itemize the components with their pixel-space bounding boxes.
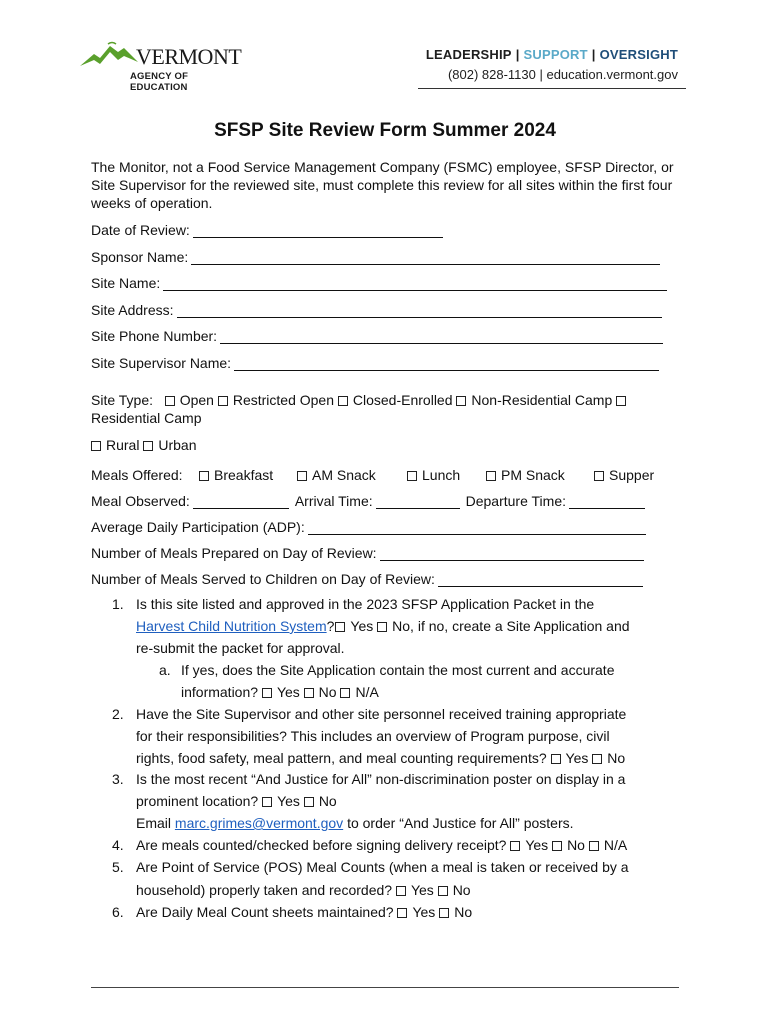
- arrival-time-input[interactable]: [376, 493, 460, 509]
- question-text: to order “And Justice for All” posters.: [347, 815, 574, 831]
- q1a-yes-checkbox[interactable]: [262, 688, 272, 698]
- meals-served-input[interactable]: [438, 571, 643, 587]
- no-label: No: [318, 793, 337, 809]
- meals-served-field[interactable]: [91, 571, 643, 587]
- meal-observed-row: [91, 493, 645, 509]
- mountain-logo-icon: [80, 40, 140, 70]
- tagline-separator: |: [591, 47, 596, 62]
- question-5: [112, 856, 696, 901]
- departure-time-label: Departure Time:: [465, 493, 566, 509]
- question-text: rights, food safety, meal pattern, and meal counting requirements?: [136, 750, 547, 766]
- meals-prepared-field[interactable]: [91, 545, 644, 561]
- site-type-residential-label: Residential Camp: [91, 410, 202, 426]
- na-label: N/A: [355, 684, 379, 700]
- urban-checkbox[interactable]: [143, 441, 153, 451]
- tagline: [426, 47, 678, 62]
- no-label: No: [452, 882, 471, 898]
- site-supervisor-label: Site Supervisor Name:: [91, 355, 232, 371]
- site-type-restricted-open-checkbox[interactable]: [218, 396, 228, 406]
- yes-label: Yes: [410, 882, 434, 898]
- na-label: N/A: [603, 837, 628, 853]
- email-link[interactable]: marc.grimes@vermont.gov: [174, 815, 344, 831]
- site-address-label: Site Address:: [91, 302, 174, 318]
- header-divider: [418, 88, 686, 89]
- site-address-field[interactable]: [91, 302, 662, 318]
- site-type-open-label: Open: [179, 392, 214, 408]
- am-snack-checkbox[interactable]: [297, 471, 307, 481]
- vermont-logo: [80, 40, 245, 93]
- site-phone-label: Site Phone Number:: [91, 328, 218, 344]
- question-text: household) properly taken and recorded?: [136, 882, 393, 898]
- site-type-row-2: [91, 410, 202, 426]
- question-number: 6.: [112, 904, 124, 920]
- question-6: [112, 901, 696, 923]
- q6-yes-checkbox[interactable]: [397, 908, 407, 918]
- tagline-oversight: OVERSIGHT: [599, 47, 678, 62]
- logo-name: VERMONT: [136, 44, 242, 69]
- question-text: Are meals counted/checked before signing delivery receipt?: [136, 837, 507, 853]
- pm-snack-label: PM Snack: [501, 467, 565, 483]
- sponsor-name-field[interactable]: [91, 249, 660, 265]
- urban-label: Urban: [158, 437, 197, 453]
- question-text: Have the Site Supervisor and other site personnel received training appropriate: [136, 706, 627, 722]
- question-number: 4.: [112, 837, 124, 853]
- question-text: No, if no, create a Site Application and: [392, 618, 630, 634]
- q1a-no-checkbox[interactable]: [304, 688, 314, 698]
- site-type-non-residential-checkbox[interactable]: [456, 396, 466, 406]
- question-text: Are Daily Meal Count sheets maintained?: [136, 904, 394, 920]
- meal-observed-input[interactable]: [193, 493, 289, 509]
- q3-yes-checkbox[interactable]: [262, 797, 272, 807]
- question-text: Is the most recent “And Justice for All” non-discrimination poster on display in a: [136, 771, 626, 787]
- site-address-input[interactable]: [177, 302, 662, 318]
- tagline-separator: |: [515, 47, 520, 62]
- tagline-leadership: LEADERSHIP: [425, 47, 512, 62]
- arrival-time-label: Arrival Time:: [294, 493, 373, 509]
- yes-label: Yes: [412, 904, 436, 920]
- meals-offered-label: Meals Offered:: [91, 467, 183, 483]
- q1a-na-checkbox[interactable]: [340, 688, 350, 698]
- site-type-closed-enrolled-label: Closed-Enrolled: [352, 392, 453, 408]
- tagline-support: SUPPORT: [523, 47, 588, 62]
- question-number: a.: [159, 662, 171, 678]
- lunch-label: Lunch: [422, 467, 461, 483]
- supper-checkbox[interactable]: [594, 471, 604, 481]
- adp-label: Average Daily Participation (ADP):: [91, 519, 305, 535]
- q2-no-checkbox[interactable]: [592, 754, 602, 764]
- yes-label: Yes: [525, 837, 549, 853]
- site-supervisor-input[interactable]: [234, 355, 659, 371]
- yes-label: Yes: [565, 750, 589, 766]
- site-type-restricted-open-label: Restricted Open: [232, 392, 334, 408]
- question-text: Are Point of Service (POS) Meal Counts (when a meal is taken or received by a: [136, 859, 629, 875]
- logo-agency: AGENCY OF EDUCATION: [130, 71, 189, 93]
- site-supervisor-field[interactable]: [91, 355, 659, 371]
- question-text: prominent location?: [136, 793, 259, 809]
- no-label: No: [318, 684, 337, 700]
- meals-prepared-input[interactable]: [380, 545, 644, 561]
- breakfast-checkbox[interactable]: [199, 471, 209, 481]
- site-phone-input[interactable]: [220, 328, 663, 344]
- adp-field[interactable]: [91, 519, 646, 535]
- sponsor-name-label: Sponsor Name:: [91, 249, 189, 265]
- area-row: [91, 437, 197, 453]
- question-1: [112, 593, 696, 659]
- site-name-field[interactable]: [91, 275, 667, 291]
- no-label: No: [607, 750, 626, 766]
- question-3: [112, 768, 696, 834]
- question-2: [112, 703, 696, 769]
- question-text: ?: [326, 618, 335, 634]
- footer-divider: [91, 987, 679, 988]
- q6-no-checkbox[interactable]: [439, 908, 449, 918]
- supper-label: Supper: [609, 467, 655, 483]
- q5-yes-checkbox[interactable]: [396, 886, 406, 896]
- yes-label: Yes: [277, 793, 300, 809]
- no-label: No: [454, 904, 473, 920]
- site-type-residential-checkbox[interactable]: [616, 396, 626, 406]
- site-type-non-residential-label: Non-Residential Camp: [471, 392, 613, 408]
- breakfast-label: Breakfast: [214, 467, 274, 483]
- yes-label: Yes: [350, 618, 374, 634]
- departure-time-input[interactable]: [569, 493, 645, 509]
- q2-yes-checkbox[interactable]: [551, 754, 561, 764]
- site-type-row: [91, 392, 631, 408]
- site-name-input[interactable]: [163, 275, 667, 291]
- question-number: 3.: [112, 771, 124, 787]
- date-of-review-input[interactable]: [193, 222, 443, 238]
- rural-label: Rural: [106, 437, 140, 453]
- q4-na-checkbox[interactable]: [589, 841, 599, 851]
- meals-offered-row: [91, 467, 671, 483]
- lunch-checkbox[interactable]: [407, 471, 417, 481]
- am-snack-label: AM Snack: [312, 467, 376, 483]
- page-header: [0, 0, 770, 96]
- question-number: 1.: [112, 596, 124, 612]
- question-text: Is this site listed and approved in the 2023 SFSP Application Packet in the: [136, 596, 595, 612]
- q4-yes-checkbox[interactable]: [510, 841, 520, 851]
- meal-observed-label: Meal Observed:: [91, 493, 190, 509]
- question-text: Email: [136, 815, 172, 831]
- q4-no-checkbox[interactable]: [552, 841, 562, 851]
- question-text: information?: [181, 684, 259, 700]
- harvest-link[interactable]: Harvest Child Nutrition System: [136, 618, 327, 634]
- no-label: No: [567, 837, 585, 853]
- sponsor-name-input[interactable]: [191, 249, 660, 265]
- site-name-label: Site Name:: [91, 275, 161, 291]
- q5-no-checkbox[interactable]: [438, 886, 448, 896]
- meals-prepared-label: Number of Meals Prepared on Day of Review:: [91, 545, 377, 561]
- question-number: 5.: [112, 859, 124, 875]
- question-text: for their responsibilities? This includes an overview of Program purpose, civil: [136, 728, 610, 744]
- adp-input[interactable]: [308, 519, 646, 535]
- q1-no-checkbox[interactable]: [377, 622, 387, 632]
- contact-info: (802) 828-1130 | education.vermont.gov: [447, 67, 678, 82]
- question-1a: [159, 659, 681, 703]
- question-4: [112, 834, 696, 856]
- date-of-review-field[interactable]: [91, 222, 443, 238]
- site-phone-field[interactable]: [91, 328, 663, 344]
- yes-label: Yes: [276, 684, 300, 700]
- q1-yes-checkbox[interactable]: [335, 622, 345, 632]
- q3-no-checkbox[interactable]: [304, 797, 314, 807]
- meals-served-label: Number of Meals Served to Children on Day of Review:: [91, 571, 435, 587]
- date-of-review-label: Date of Review:: [91, 222, 190, 238]
- question-text: re-submit the packet for approval.: [136, 640, 345, 656]
- rural-checkbox[interactable]: [91, 441, 101, 451]
- question-text: If yes, does the Site Application contain the most current and accurate: [181, 662, 615, 678]
- pm-snack-checkbox[interactable]: [486, 471, 496, 481]
- site-type-closed-enrolled-checkbox[interactable]: [338, 396, 348, 406]
- question-number: 2.: [112, 706, 124, 722]
- site-type-open-checkbox[interactable]: [165, 396, 175, 406]
- page-title: SFSP Site Review Form Summer 2024: [214, 120, 556, 141]
- site-type-label: Site Type:: [91, 392, 154, 408]
- intro-text: The Monitor, not a Food Service Management Company (FSMC) employee, SFSP Director, or Site Supervisor for the reviewed site, must complete this review for all sites within the first four weeks of operation.: [91, 159, 674, 211]
